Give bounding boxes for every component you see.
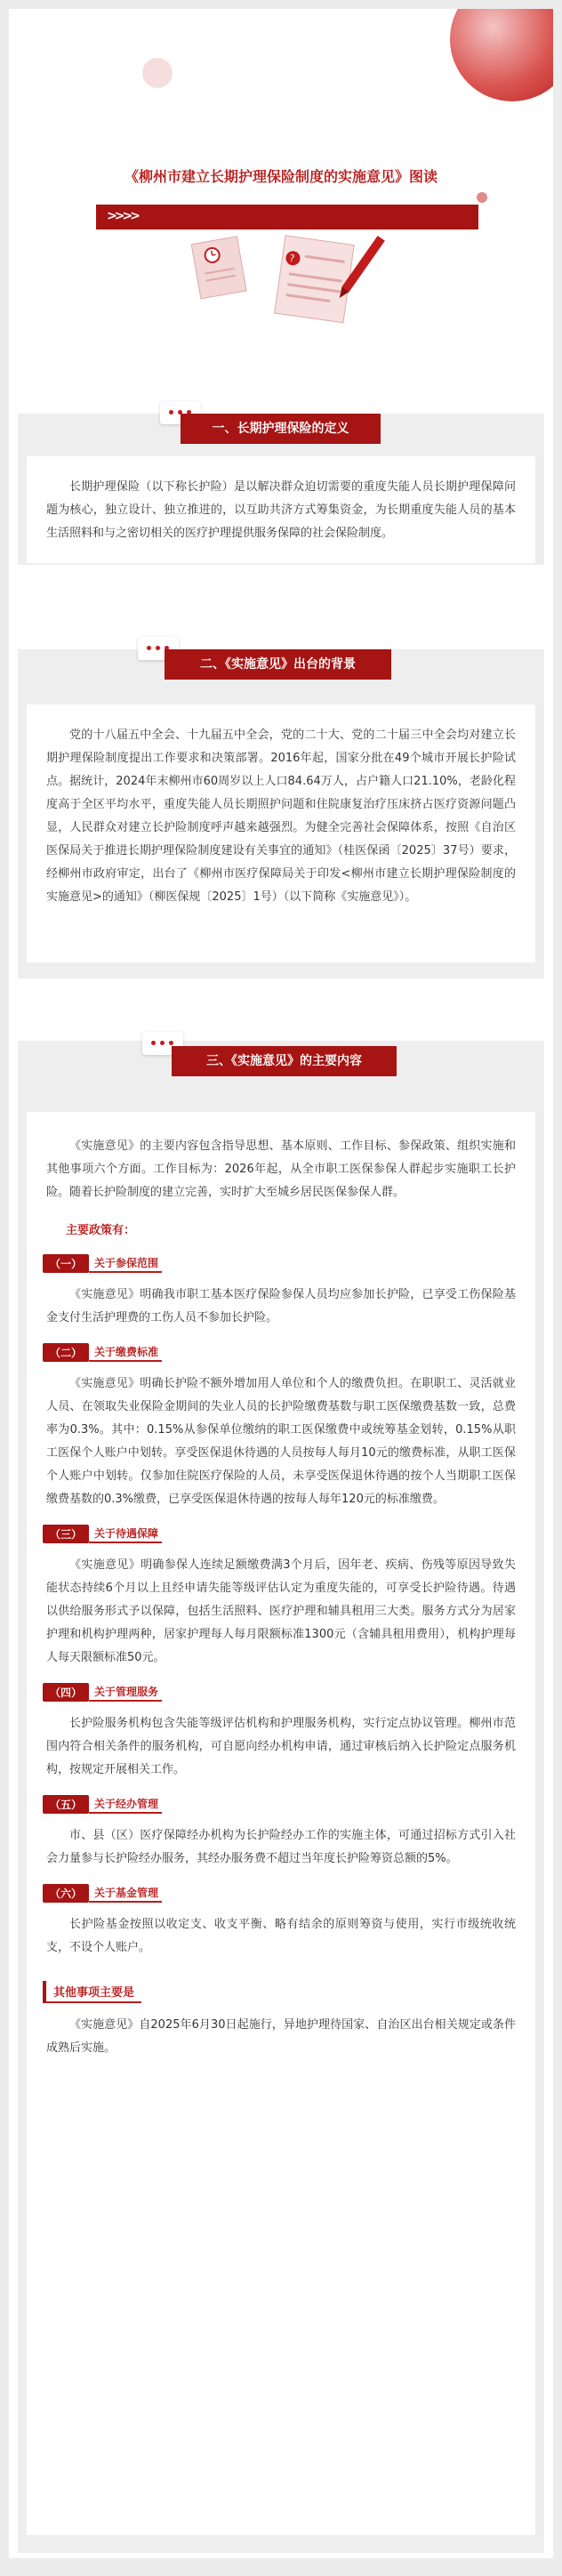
- section-title: 一、长期护理保险的定义: [181, 414, 381, 444]
- paragraph: 长护险基金按照以收定支、收支平衡、略有结余的原则筹资与使用，实行市级统收统支，不设个人账户。: [46, 1918, 516, 1954]
- paragraph: 《实施意见》自2025年6月30日起施行，异地护理待国家、自治区出台相关规定或条件成熟后实施。: [46, 2018, 516, 2055]
- page-title: 《柳州市建立长期护理保险制度的实施意见》图读: [124, 168, 438, 185]
- policy-item: [46, 1253, 516, 1330]
- decorative-circle: [450, 9, 553, 101]
- policy-title: 关于缴费标准: [89, 1342, 162, 1362]
- policy-title: 关于管理服务: [89, 1682, 162, 1702]
- policy-number: （三）: [43, 1525, 89, 1543]
- document-illustration-icon: [182, 222, 396, 329]
- policy-number: （五）: [43, 1795, 89, 1814]
- policy-heading: [43, 1253, 516, 1273]
- policy-title: 关于待遇保障: [89, 1524, 162, 1543]
- svg-text:?: ?: [288, 252, 296, 265]
- policy-number: （二）: [43, 1343, 89, 1362]
- paragraph: 《实施意见》的主要内容包含指导思想、基本原则、工作目标、参保政策、组织实施和其他事项六个方面。工作目标为：2026年起，从全市职工医保参保人群起步实施职工长护险。随着长护险制度的建立完善，实时扩大至城乡居民医保参保人群。: [46, 1139, 516, 1199]
- section-title: 二、《实施意见》出台的背景: [165, 649, 391, 680]
- paragraph: 《实施意见》明确长护险不额外增加用人单位和个人的缴费负担。在职职工、灵活就业人员、在领取失业保险金期间的失业人员的长护险缴费基数与职工医保缴费基数一致，总费率为0.3%。其中：0.15%从参保单位缴纳的职工医保缴费中或统筹基金划转，0.15%从职工医保个人账户中划转。享受医保退休待遇的人员按每人每月10元的缴费标准，从职工医保个人账户中划转。仅参加住院医疗保险的人员，未享受医保退休待遇的按个人当期职工医保缴费基数的0.3%缴费，已享受医保退休待遇的按每人每年120元的标准缴费。: [46, 1377, 516, 1506]
- chevron-arrows-icon: >>>>: [107, 209, 138, 223]
- paragraph: 党的十八届五中全会、十九届五中全会，党的二十大、党的二十届三中全会均对建立长期护理保险制度提出工作要求和决策部署。2016年起，国家分批在49个城市开展长护险试点。据统计，2024年末柳州市60周岁以上人口84.64万人，占户籍人口21.10%，老龄化程度高于全区平均水平，重度失能人员长期照护问题和住院康复治疗压床挤占医疗资源问题凸显，人民群众对建立长护险制度呼声越来越强烈。为健全完善社会保障体系，按照《自治区医保局关于推进长期护理保险制度建设有关事宜的通知》（桂医保函〔2025〕37号）要求，经柳州市政府审定，出台了《柳州市医疗保障局关于印发<柳州市建立长期护理保险制度的实施意见>的通知》（柳医保规〔2025〕1号）（以下简称《实施意见》）。: [46, 729, 516, 904]
- policy-heading: [43, 1883, 516, 1903]
- section-main-content: [18, 1041, 544, 2553]
- paragraph: 《实施意见》明确我市职工基本医疗保险参保人员均应参加长护险，已享受工伤保险基金支付生活护理费的工伤人员不参加长护险。: [46, 1288, 516, 1324]
- section-body: [27, 456, 535, 563]
- decorative-dot: [142, 58, 173, 88]
- policy-number: （四）: [43, 1683, 89, 1702]
- paragraph: 市、县（区）医疗保障经办机构为长护险经办工作的实施主体，可通过招标方式引入社会力量参与长护险经办服务，其经办服务费不超过当年度长护险筹资总额的5%。: [46, 1829, 516, 1865]
- policy-item: [46, 1342, 516, 1511]
- section-body: [27, 704, 535, 962]
- policy-title: 关于经办管理: [89, 1794, 162, 1814]
- paragraph: 《实施意见》明确参保人连续足额缴费满3个月后，因年老、疾病、伤残等原因导致失能状态持续6个月以上且经申请失能等级评估认定为重度失能的，可享受长护险待遇。待遇以供给服务形式予以保障，包括生活照料、医疗护理和辅具租用三大类。服务方式分为居家护理和机构护理两种，居家护理每人每月限额标准1300元（含辅具租用费用），机构护理每人每天限额标准50元。: [46, 1558, 516, 1664]
- policy-heading: [43, 1682, 516, 1702]
- decorative-dot: [477, 192, 487, 203]
- policy-label: 主要政策有：: [66, 1224, 136, 1237]
- policy-item: [46, 1794, 516, 1871]
- other-matters-heading: 其他事项主要是: [43, 1981, 141, 2003]
- article-page: [9, 9, 553, 2558]
- section-title: 三、《实施意见》的主要内容: [172, 1046, 397, 1076]
- policy-heading: [43, 1794, 516, 1814]
- paragraph: 长护险服务机构包含失能等级评估机构和护理服务机构，实行定点协议管理。柳州市范围内符合相关条件的服务机构，可自愿向经办机构申请，通过审核后纳入长护险定点服务机构，按规定开展相关工作。: [46, 1717, 516, 1776]
- policy-item: [46, 1682, 516, 1782]
- policy-heading: [43, 1524, 516, 1543]
- section-definition: [18, 414, 544, 565]
- section-background: [18, 649, 544, 978]
- policy-heading: [43, 1342, 516, 1362]
- policy-item: [46, 1883, 516, 1960]
- policy-number: （一）: [43, 1254, 89, 1273]
- policy-title: 关于参保范围: [89, 1253, 162, 1273]
- policy-item: [46, 1524, 516, 1670]
- policy-number: （六）: [43, 1884, 89, 1903]
- paragraph: 长期护理保险（以下称长护险）是以解决群众迫切需要的重度失能人员长期护理保障问题为核心，独立设计、独立推进的，以互助共济方式筹集资金，为长期重度失能人员的基本生活照料和与之密切相关的医疗护理提供服务保障的社会保险制度。: [46, 480, 516, 540]
- section-body: [27, 1112, 535, 2535]
- policy-title: 关于基金管理: [89, 1883, 162, 1903]
